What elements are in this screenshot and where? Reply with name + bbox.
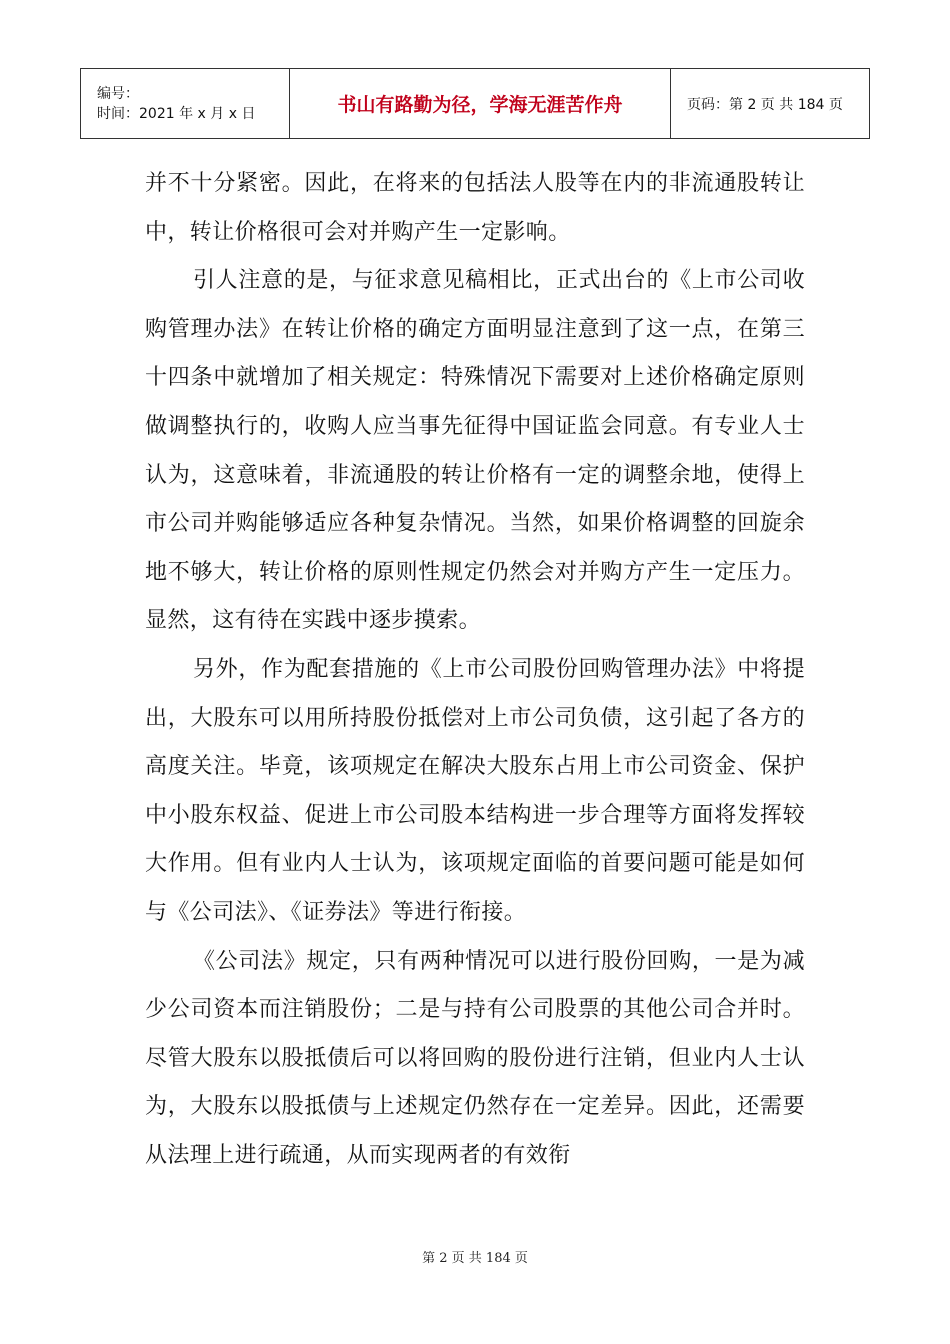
paragraph: 引人注意的是，与征求意见稿相比，正式出台的《上市公司收购管理办法》在转让价格的确定方面明显注意到了这一点，在第三十四条中就增加了相关规定：特殊情况下需要对上述价格确定原则做调整执行的，收购人应当事先征得中国证监会同意。有专业人士认为，这意味着，非流通股的转让价格有一定的调整余地，使得上市公司并购能够适应各种复杂情况。当然，如果价格调整的回旋余地不够大，转让价格的原则性规定仍然会对并购方产生一定压力。显然，这有待在实践中逐步摸索。 xyxy=(145,268,805,634)
document-body xyxy=(145,160,805,1180)
number-label: 编号： xyxy=(97,85,139,102)
paragraph: 《公司法》规定，只有两种情况可以进行股份回购，一是为减少公司资本而注销股份；二是与持有公司股票的其他公司合并时。尽管大股东以股抵债后可以将回购的股份进行注销，但业内人士认为，大股东以股抵债与上述规定仍然存在一定差异。因此，还需要从法理上进行疏通，从而实现两者的有效衔 xyxy=(145,948,805,1168)
header-meta-cell xyxy=(81,69,290,139)
header-table xyxy=(80,68,870,139)
motto: 书山有路勤为径，学海无涯苦作舟 xyxy=(290,69,671,139)
paragraph: 并不十分紧密。因此，在将来的包括法人股等在内的非流通股转让中，转让价格很可会对并购产生一定影响。 xyxy=(145,171,805,245)
paragraph: 另外，作为配套措施的《上市公司股份回购管理办法》中将提出，大股东可以用所持股份抵偿对上市公司负债，这引起了各方的高度关注。毕竟，该项规定在解决大股东占用上市公司资金、保护中小股东权益、促进上市公司股本结构进一步合理等方面将发挥较大作用。但有业内人士认为，该项规定面临的首要问题可能是如何与《公司法》、《证券法》等进行衔接。 xyxy=(145,656,805,925)
header-page-cell xyxy=(671,69,870,139)
time-label: 时间：2021 年 x 月 x 日 xyxy=(97,105,256,122)
page-footer: 第 2 页 共 184 页 xyxy=(422,1251,528,1266)
page-info: 页码：第 2 页 共 184 页 xyxy=(687,96,843,113)
